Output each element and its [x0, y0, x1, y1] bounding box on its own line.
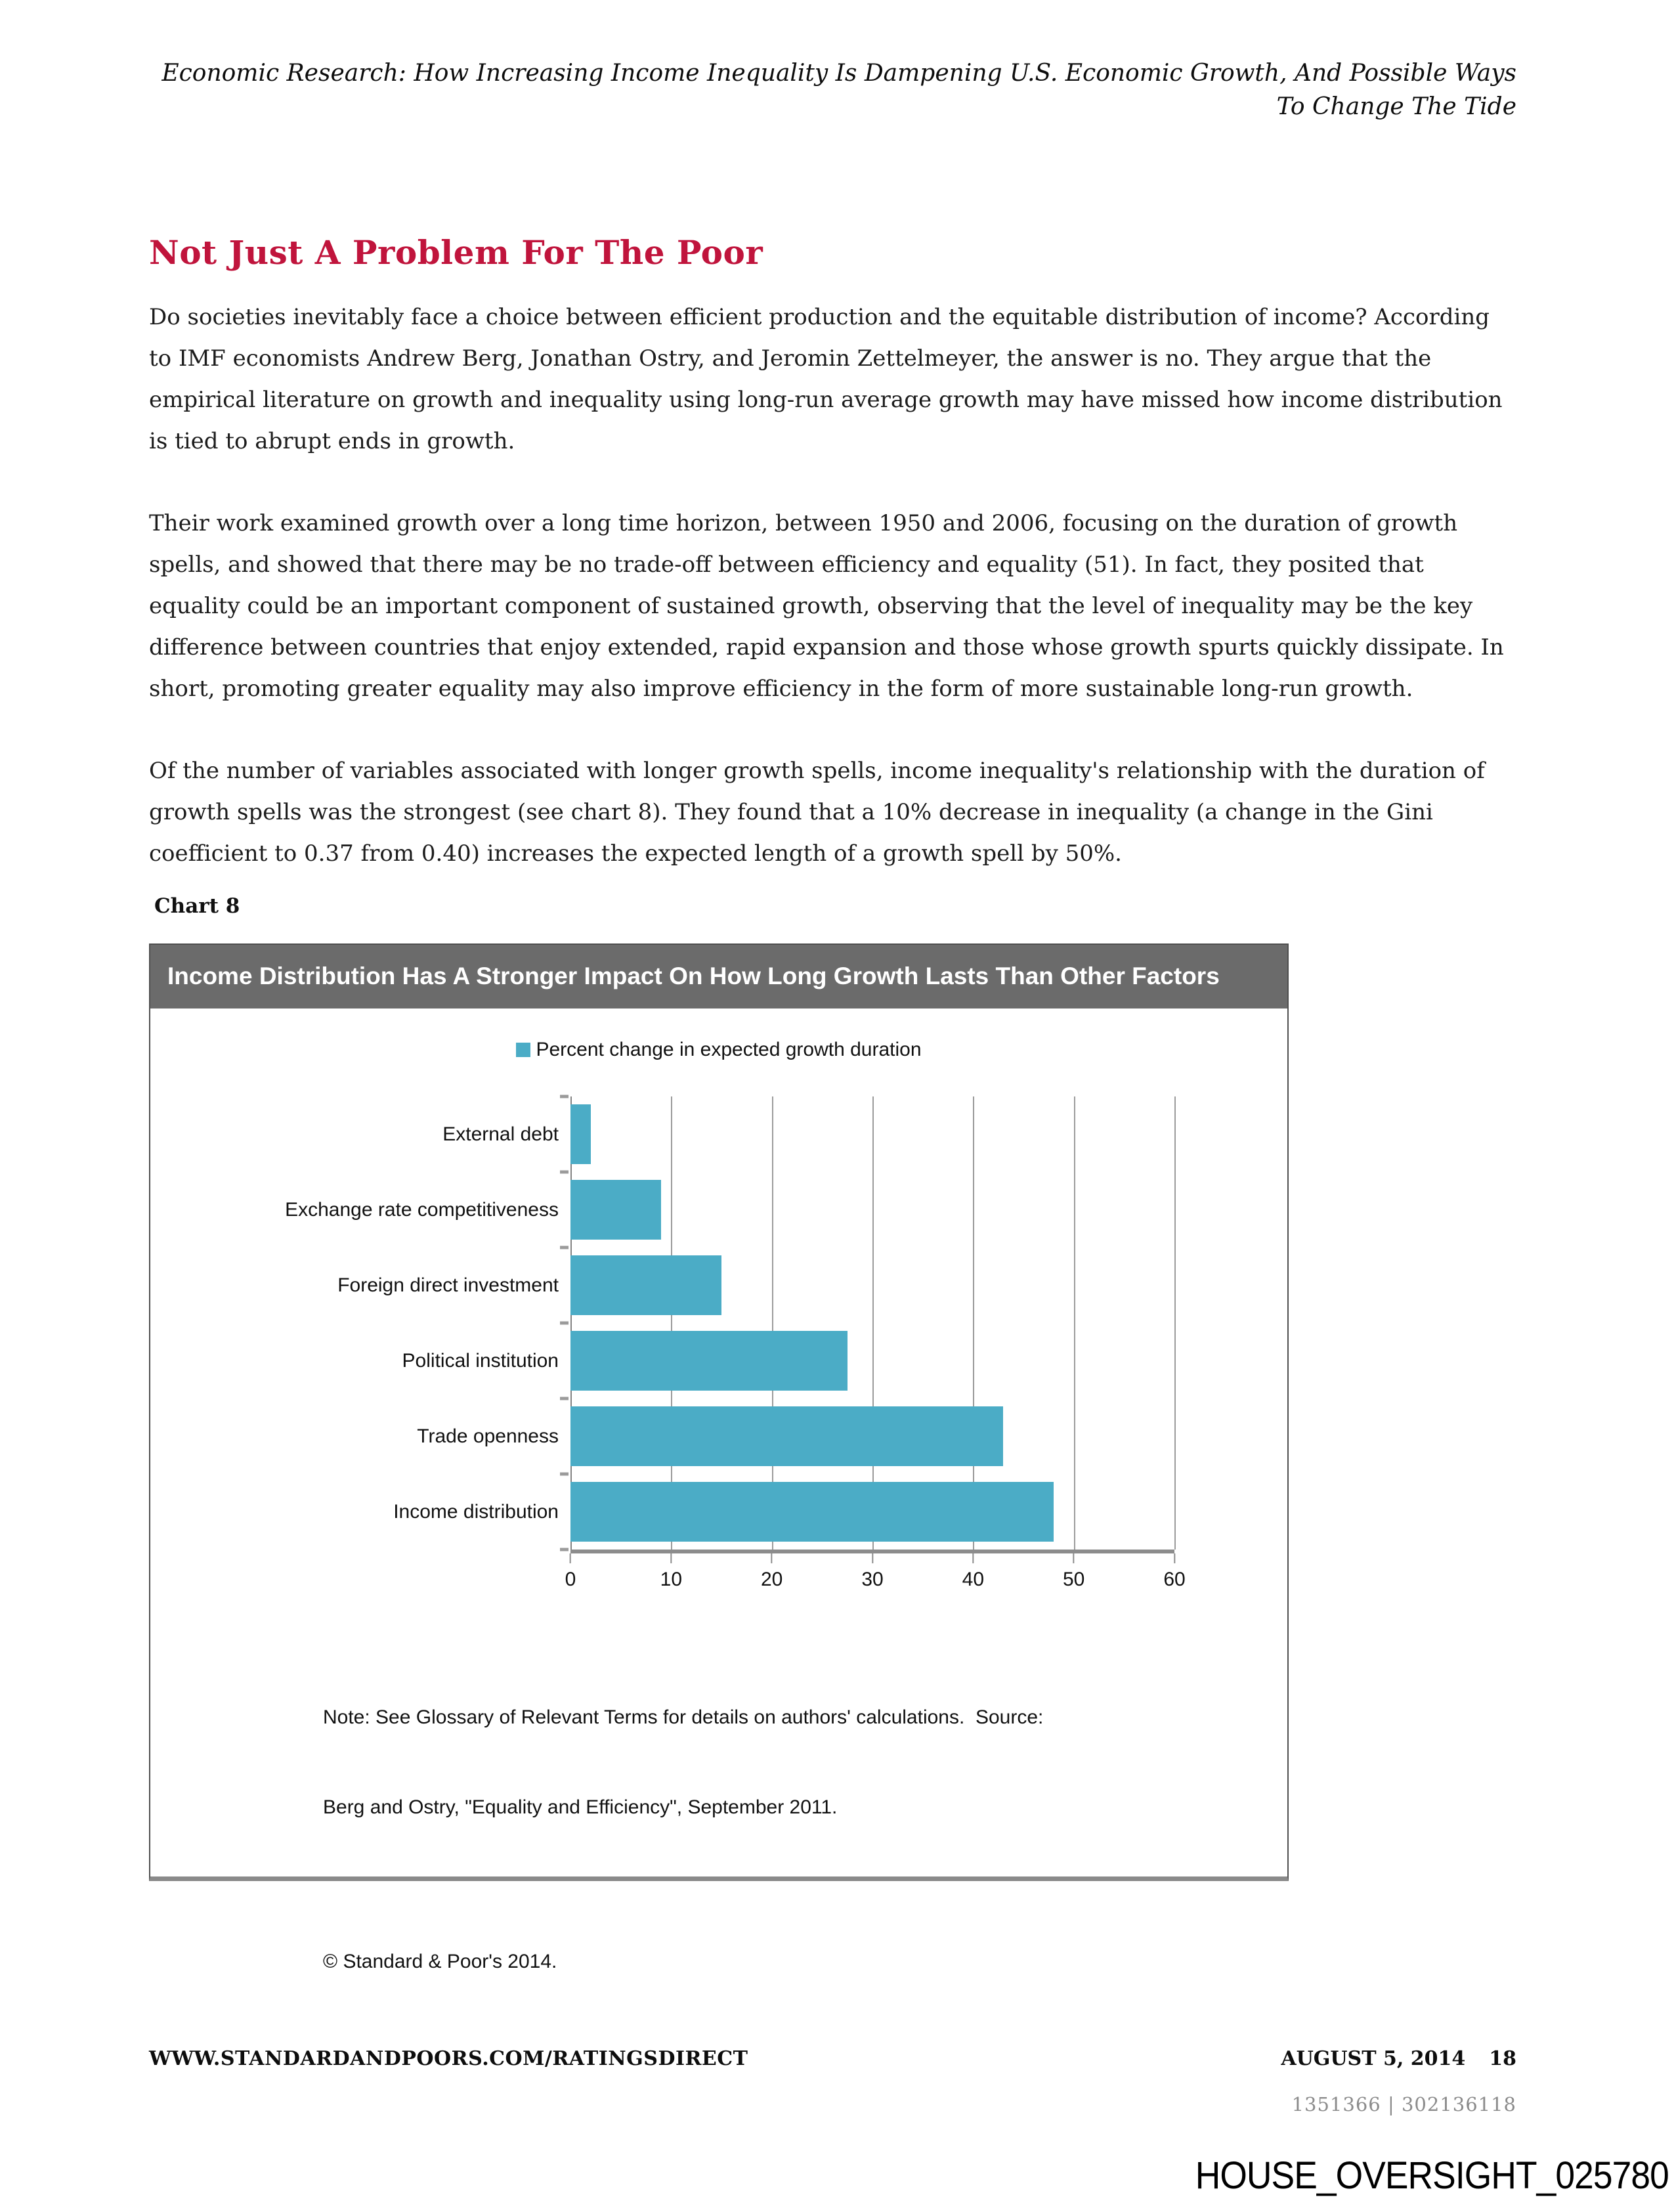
chart-legend: [150, 1039, 1287, 1061]
tick-mark: [872, 1553, 873, 1563]
x-tick-value: 0: [565, 1569, 576, 1591]
x-tick-value: 50: [1062, 1569, 1085, 1591]
section-title: Not Just A Problem For The Poor: [149, 233, 763, 272]
x-tick-value: 40: [962, 1569, 985, 1591]
bar: [570, 1255, 721, 1315]
tick-mark: [1073, 1553, 1075, 1563]
x-tick-value: 30: [861, 1569, 884, 1591]
category-tick: [560, 1322, 569, 1325]
category-label: Trade openness: [417, 1425, 559, 1447]
bar-row: [570, 1323, 1174, 1399]
footer-site-url: WWW.STANDARDANDPOORS.COM/RATINGSDIRECT: [149, 2047, 748, 2070]
x-tick: [962, 1553, 984, 1591]
category-tick: [560, 1548, 569, 1551]
bar-row: [570, 1172, 1174, 1247]
note-line: Berg and Ostry, "Equality and Efficiency", September 2011.: [323, 1796, 838, 1819]
bar-row: [570, 1247, 1174, 1323]
legend-label: Percent change in expected growth duration: [536, 1039, 922, 1061]
chart-title-bar: [150, 945, 1287, 1008]
tick-mark: [972, 1553, 974, 1563]
bar-row: [570, 1399, 1174, 1474]
tick-mark: [670, 1553, 672, 1563]
category-label: Exchange rate competitiveness: [285, 1198, 559, 1221]
chart-title: Income Distribution Has A Stronger Impact On How Long Growth Lasts Than Other Factors: [167, 963, 1220, 989]
category-tick: [560, 1246, 569, 1249]
tick-mark: [771, 1553, 773, 1563]
x-tick: [861, 1553, 883, 1591]
bar: [570, 1104, 591, 1164]
running-header: [149, 56, 1516, 123]
footer-date-page: [1281, 2047, 1516, 2070]
x-tick: [660, 1553, 682, 1591]
footer-date: AUGUST 5, 2014: [1281, 2047, 1466, 2070]
paragraph: Do societies inevitably face a choice between efficient production and the equitable distribution of income? According to IMF economists Andrew Berg, Jonathan Ostry, and Jeromin Zettelmeyer, the answer is no. They argue that the empirical literature on growth and inequality using long-run average growth may have missed how income distribution is tied to abrupt ends in growth.: [149, 304, 1503, 454]
bar-row: [570, 1474, 1174, 1550]
tick-mark: [1174, 1553, 1175, 1563]
chart-number-label: Chart 8: [154, 894, 240, 918]
gridline: [1174, 1096, 1176, 1550]
bar-row: [570, 1096, 1174, 1172]
bar: [570, 1180, 661, 1240]
bar: [570, 1406, 1003, 1466]
chart-copyright: © Standard & Poor's 2014.: [323, 1950, 557, 1972]
x-tick: [565, 1553, 576, 1591]
footer-page-number: 18: [1489, 2047, 1516, 2070]
paragraph: Their work examined growth over a long time horizon, between 1950 and 2006, focusing on the duration of growth spells, and showed that there may be no trade-off between efficiency and equality (51). In fact, they posited that equality could be an important component of sustained growth, observing that the level of inequality may be the key difference between countries that enjoy extended, rapid expansion and those whose growth spurts quickly dissipate. In short, promoting greater equality may also improve efficiency in the form of more sustainable long-run growth.: [149, 510, 1504, 702]
x-tick-value: 10: [660, 1569, 683, 1591]
legend-swatch-icon: [516, 1043, 530, 1057]
x-tick: [1063, 1553, 1084, 1591]
category-label: External debt: [442, 1123, 559, 1145]
tick-mark: [570, 1553, 571, 1563]
category-labels: [150, 1096, 570, 1553]
running-header-line-1: Economic Research: How Increasing Income Inequality Is Dampening U.S. Economic Growth, And Possible Ways: [161, 60, 1516, 87]
chart-plot: [150, 1096, 1287, 1553]
x-tick: [761, 1553, 783, 1591]
chart-note: [323, 1643, 1098, 1882]
note-line: Note: See Glossary of Relevant Terms for details on authors' calculations. Source:: [323, 1706, 1044, 1729]
category-label: Income distribution: [393, 1500, 559, 1523]
category-tick: [560, 1171, 569, 1174]
bates-stamp: HOUSE_OVERSIGHT_025780: [1195, 2154, 1669, 2197]
category-label: Political institution: [402, 1349, 559, 1372]
chart-box: [149, 943, 1289, 1972]
body-text: [149, 297, 1518, 915]
running-header-line-2: To Change The Tide: [1276, 93, 1516, 121]
plot-area: [570, 1096, 1174, 1553]
bar: [570, 1331, 848, 1391]
footer-doc-id: 1351366 | 302136118: [1291, 2093, 1516, 2115]
bar: [570, 1482, 1054, 1542]
x-tick-value: 20: [760, 1569, 783, 1591]
x-tick: [1163, 1553, 1185, 1591]
category-tick: [560, 1095, 569, 1098]
category-label: Foreign direct investment: [337, 1274, 559, 1296]
category-tick: [560, 1397, 569, 1400]
category-tick: [560, 1473, 569, 1476]
x-tick-value: 60: [1163, 1569, 1186, 1591]
x-axis-ticks: [565, 1553, 1186, 1609]
paragraph: Of the number of variables associated with longer growth spells, income inequality's relationship with the duration of growth spells was the strongest (see chart 8). They found that a 10% decrease in inequality (a change in the Gini coefficient to 0.37 from 0.40) increases the expected length of a growth spell by 50%.: [149, 758, 1485, 867]
